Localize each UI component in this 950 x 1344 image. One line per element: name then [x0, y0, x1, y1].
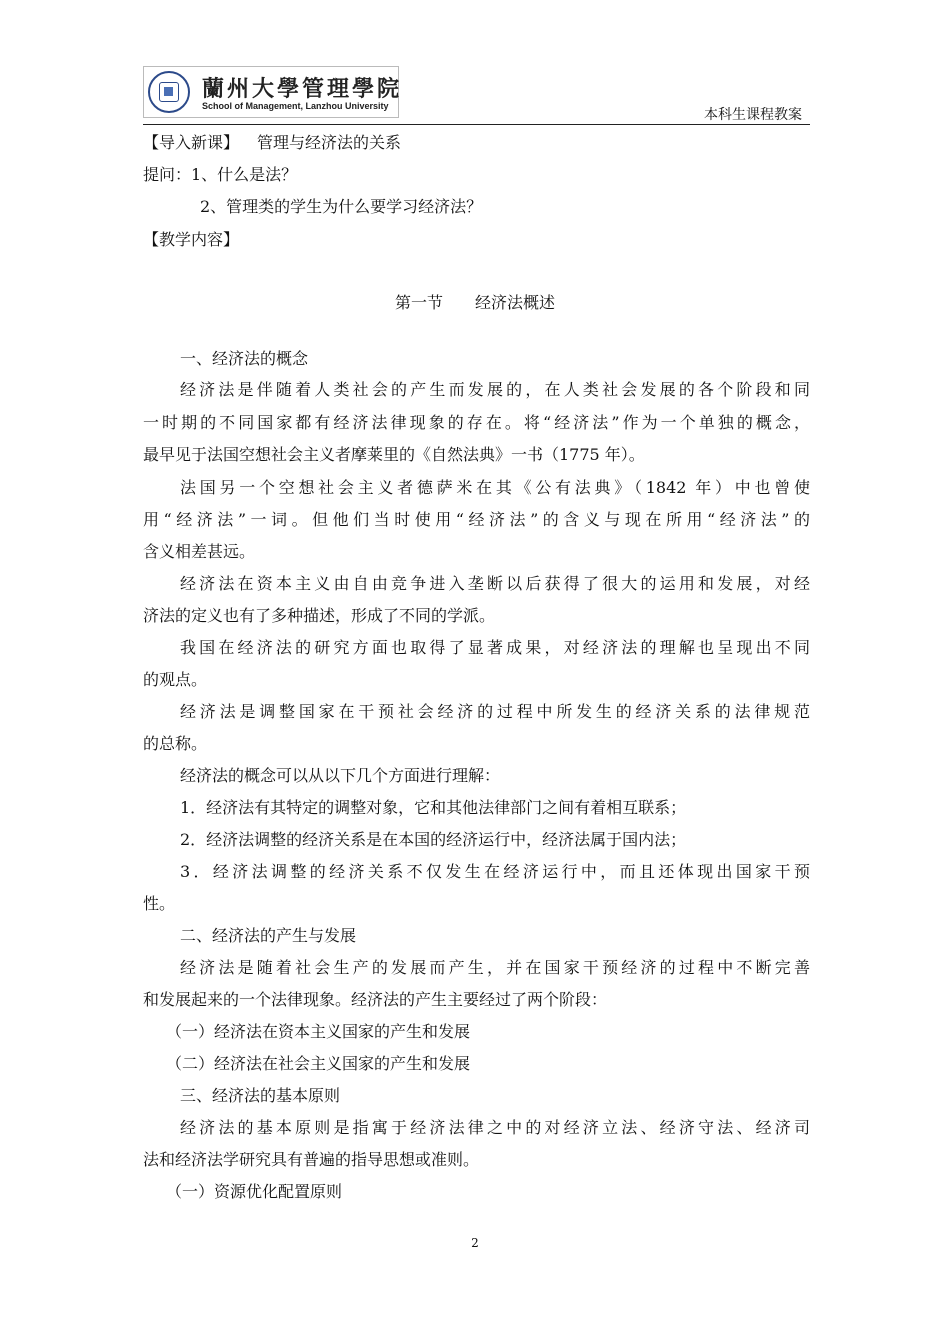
content-tag: 【教学内容】 [143, 230, 240, 249]
heading-1: 一、经济法的概念 [180, 349, 309, 368]
university-seal-icon [148, 71, 190, 113]
intro-tag: 【导入新课】 [143, 133, 240, 152]
paragraph-4-line-1: 我国在经济法的研究方面也取得了显著成果，对经济法的理解也呈现出不同 [180, 638, 810, 657]
paragraph-6: 经济法的概念可以从以下几个方面进行理解： [180, 766, 501, 785]
paragraph-3-line-1: 经济法在资本主义由自由竞争进入垄断以后获得了很大的运用和发展，对经 [180, 574, 810, 593]
paragraph-2-line-2: 用“经济法”一词。但他们当时使用“经济法”的含义与现在所用“经济法”的 [143, 510, 810, 529]
subsection-2: （二）经济法在社会主义国家的产生和发展 [166, 1054, 471, 1073]
paragraph-5-line-1: 经济法是调整国家在干预社会经济的过程中所发生的经济关系的法律规范 [180, 702, 810, 721]
paragraph-8-line-2: 法和经济法学研究具有普遍的指导思想或准则。 [143, 1150, 480, 1169]
paragraph-1-line-3: 最早见于法国空想社会主义者摩莱里的《自然法典》一书（1775 年）。 [143, 445, 645, 464]
paragraph-2-line-3: 含义相差甚远。 [143, 542, 256, 561]
university-logo [143, 66, 403, 118]
paragraph-7-line-2: 和发展起来的一个法律现象。经济法的产生主要经过了两个阶段： [143, 990, 608, 1009]
list-item-3-line-1: 3．经济法调整的经济关系不仅发生在经济运行中，而且还体现出国家干预 [180, 862, 810, 881]
question-1: 提问：1、什么是法？ [143, 165, 298, 184]
list-item-3-line-2: 性。 [143, 894, 176, 913]
intro-title: 管理与经济法的关系 [257, 133, 402, 152]
list-item-1: 1．经济法有其特定的调整对象，它和其他法律部门之间有着相互联系； [180, 798, 687, 817]
paragraph-5-line-2: 的总称。 [143, 734, 208, 753]
section-title: 第一节 经济法概述 [394, 293, 555, 312]
paragraph-8-line-1: 经济法的基本原则是指寓于经济法律之中的对经济立法、经济守法、经济司 [180, 1118, 810, 1137]
logo-chinese-text: 蘭州大學管理學院 [202, 77, 403, 102]
paragraph-1-line-1: 经济法是伴随着人类社会的产生而发展的，在人类社会发展的各个阶段和同 [180, 380, 810, 399]
intro-line [143, 133, 401, 153]
list-item-2: 2．经济法调整的经济关系是在本国的经济运行中，经济法属于国内法； [180, 830, 687, 849]
heading-2: 二、经济法的产生与发展 [180, 926, 357, 945]
page-header [143, 66, 810, 125]
subsection-3: （一）资源优化配置原则 [166, 1182, 343, 1201]
heading-3: 三、经济法的基本原则 [180, 1086, 341, 1105]
paragraph-7-line-1: 经济法是随着社会生产的发展而产生，并在国家干预经济的过程中不断完善 [180, 958, 810, 977]
paragraph-4-line-2: 的观点。 [143, 670, 208, 689]
logo-english-text: School of Management, Lanzhou University [202, 101, 389, 111]
question-2: 2、管理类的学生为什么要学习经济法？ [200, 197, 483, 216]
paragraph-3-line-2: 济法的定义也有了多种描述，形成了不同的学派。 [143, 606, 496, 625]
subsection-1: （一）经济法在资本主义国家的产生和发展 [166, 1022, 471, 1041]
page-number: 2 [471, 1236, 479, 1250]
paragraph-2-line-1: 法国另一个空想社会主义者德萨米在其《公有法典》（1842 年）中也曾使 [180, 478, 810, 497]
document-type-label: 本科生课程教案 [704, 107, 802, 123]
paragraph-1-line-2: 一时期的不同国家都有经济法律现象的存在。将“经济法”作为一个单独的概念， [143, 413, 810, 432]
